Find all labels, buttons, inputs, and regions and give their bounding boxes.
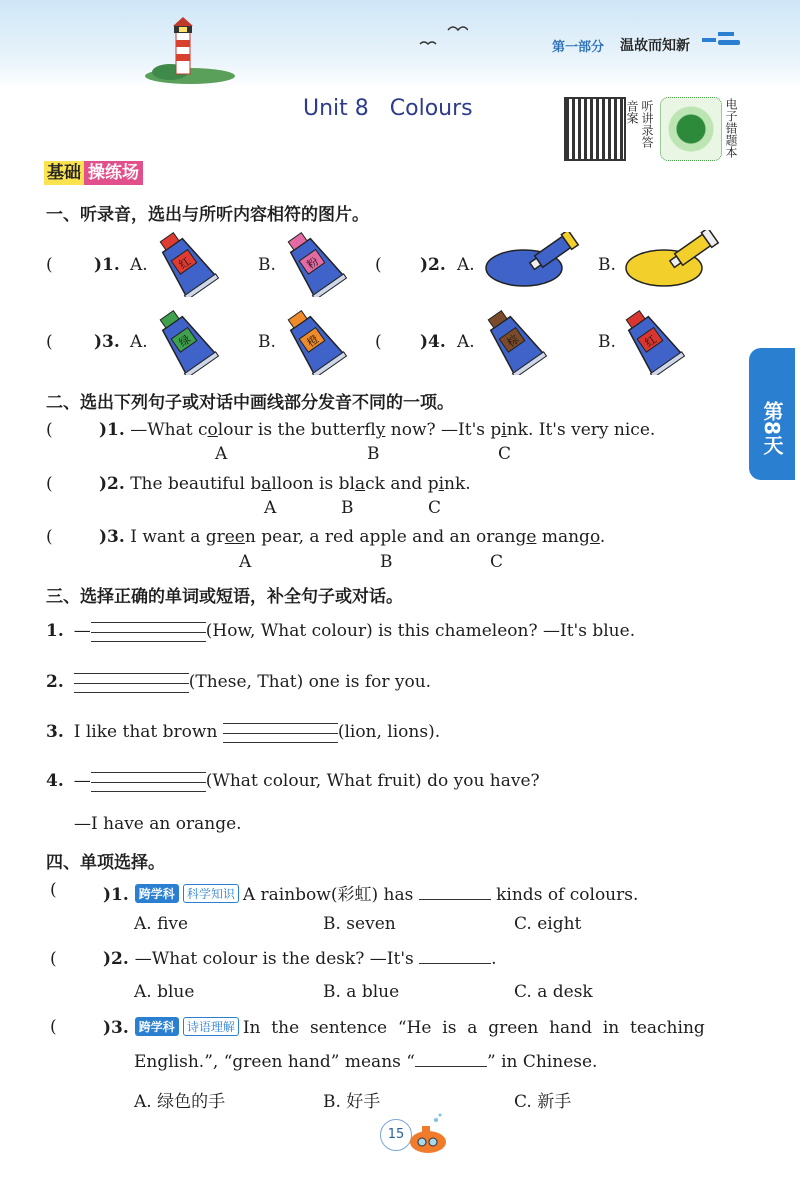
s4-q3-blank[interactable]: [415, 1052, 487, 1067]
s2-q2-t1: The beautiful b: [130, 474, 262, 494]
s4-q3-tag: 跨学科: [135, 1017, 179, 1036]
paint-tube-3-b-image: [283, 305, 351, 375]
s4-q2-post: .: [491, 949, 497, 969]
paint-tube-1-a-image: [155, 227, 223, 297]
s4-q2-num: )2.: [103, 949, 129, 969]
s3-q4-post: (What colour, What fruit) do you have?: [205, 771, 540, 791]
s3-q1-blank[interactable]: [91, 622, 206, 642]
s2-q2-u1: a: [261, 474, 272, 494]
s3-q4: [46, 771, 540, 792]
s2-q1-u2: y: [375, 420, 386, 440]
page-title: Unit 8 Colours: [303, 96, 473, 121]
s3-q3: [46, 722, 440, 743]
s3-q1-num: 1.: [46, 621, 64, 641]
s2-q1-t4: nk. It's very nice.: [506, 420, 656, 440]
s2-q1-num: )1.: [99, 420, 125, 440]
birds-icon: [418, 22, 468, 52]
s2-q2-u2: a: [354, 474, 366, 494]
s3-q1-post: (How, What colour) is this chameleon? —It's blue.: [205, 621, 636, 641]
paint-tube-3-a-image: [155, 305, 223, 375]
s4-q3-tag2: 诗语理解: [183, 1017, 239, 1036]
s1-q1-a: A.: [130, 255, 148, 275]
s2-q3-paren: (: [46, 527, 53, 547]
s4-q2-option-a[interactable]: A. blue: [134, 982, 195, 1002]
s3-q3-pre: I like that brown: [73, 722, 223, 742]
s4-q1-tag2: 科学知识: [183, 884, 239, 903]
s2-q2-t2: lloon is bl: [271, 474, 355, 494]
s3-q3-num: 3.: [46, 722, 64, 742]
s2-q3-u3: o: [589, 527, 600, 547]
s2-q3-num: )3.: [99, 527, 125, 547]
s2-q2-num: )2.: [99, 474, 125, 494]
s2-q1-u1: o: [207, 420, 218, 440]
header-section: 温故而知新: [620, 38, 690, 54]
header-mark-icon: [702, 28, 742, 52]
s2-q2-label-c: C: [428, 498, 442, 518]
s2-q1-t2: lour is the butterfl: [217, 420, 376, 440]
s2-q3-label-c: C: [490, 552, 504, 572]
s1-q1-num: )1.: [94, 255, 120, 275]
s4-q2-option-b[interactable]: B. a blue: [323, 982, 400, 1002]
s1-q3-a: A.: [130, 332, 148, 352]
s2-q2-paren: (: [46, 474, 53, 494]
paint-tube-1-b-image: [283, 227, 351, 297]
s4-q2-blank[interactable]: [419, 949, 491, 964]
s2-q2-line: [99, 474, 471, 494]
s3-q2-blank[interactable]: [74, 673, 189, 693]
badge-basic: 基础: [44, 161, 84, 185]
s3-q2-post: (These, That) one is for you.: [188, 672, 432, 692]
s2-q3-t4: .: [599, 527, 606, 547]
qr-listen-label: 听讲录答音案: [625, 100, 654, 148]
s4-q3-line2a: English.”, “green hand” means “: [134, 1052, 415, 1072]
s2-q2-u3: i: [438, 474, 445, 494]
s2-q1-t3: now? —It's p: [385, 420, 502, 440]
s2-q3-t1: I want a gr: [130, 527, 225, 547]
section-badge: [44, 158, 143, 184]
s3-q1-pre: —: [73, 621, 91, 641]
s4-q2: [103, 949, 497, 969]
s2-q2-t3: ck and p: [365, 474, 439, 494]
s3-q2: [46, 672, 431, 693]
s4-q3-line1: In the sentence “He is a green hand in teaching: [242, 1018, 705, 1038]
s3-q4-num: 4.: [46, 771, 64, 791]
s2-q3-label-b: B: [380, 552, 393, 572]
s1-q2-num: )2.: [420, 255, 446, 275]
s1-q4-b: B.: [598, 332, 616, 352]
paint-tube-4-a-image: [483, 305, 551, 375]
s4-q1-pre: A rainbow(彩虹) has: [242, 885, 419, 905]
s1-q2-paren: (: [375, 255, 382, 275]
s4-q3: [103, 1017, 705, 1038]
lighthouse-illustration: [140, 14, 240, 84]
paint-tube-label: 红: [176, 254, 194, 272]
section-4-title: 四、单项选择。: [46, 853, 165, 873]
s4-q1-blank[interactable]: [419, 885, 491, 900]
s1-q4-num: )4.: [420, 332, 446, 352]
s2-q1-label-a: A: [215, 444, 228, 464]
s3-q4-answer: —I have an orange.: [74, 814, 242, 834]
qr-wrongbook-label: 电子错题本: [724, 98, 738, 158]
s1-q4-a: A.: [457, 332, 475, 352]
s4-q3-line2b: ” in Chinese.: [486, 1052, 598, 1072]
s4-q3-paren: (: [50, 1017, 57, 1037]
badge-drill: 操练场: [84, 161, 143, 185]
submarine-icon: [406, 1112, 452, 1156]
s4-q3-option-b[interactable]: B. 好手: [323, 1092, 381, 1112]
s2-q1-line: [99, 420, 655, 440]
s2-q2-label-a: A: [264, 498, 277, 518]
page-number: 15: [380, 1119, 412, 1151]
s2-q1-u3: i: [501, 420, 507, 440]
blue-paint-splat-image: [484, 232, 584, 290]
s1-q3-paren: (: [46, 332, 53, 352]
qr-code-listen[interactable]: [564, 97, 626, 161]
s4-q1-paren: (: [50, 880, 57, 900]
s3-q4-pre: —: [73, 771, 91, 791]
s4-q3-option-a[interactable]: A. 绿色的手: [134, 1092, 226, 1112]
s2-q2-t4: nk.: [444, 474, 471, 494]
s4-q1-num: )1.: [103, 885, 129, 905]
s1-q4-paren: (: [375, 332, 382, 352]
s4-q3-line2: [134, 1052, 597, 1072]
paint-tube-label: 粉: [304, 254, 322, 272]
s3-q1: [46, 621, 635, 642]
paint-tube-4-b-image: [621, 305, 689, 375]
paint-tube-label: 棕: [504, 332, 522, 350]
s4-q1-option-b[interactable]: B. seven: [323, 914, 396, 934]
s2-q2-label-b: B: [341, 498, 354, 518]
s1-q3-b: B.: [258, 332, 276, 352]
qr-code-wrongbook[interactable]: [660, 97, 722, 161]
s4-q1-option-a[interactable]: A. five: [134, 914, 189, 934]
s4-q1-option-c[interactable]: C. eight: [514, 914, 582, 934]
s2-q3-u1: ee: [224, 527, 245, 547]
s2-q1-t1: —What c: [130, 420, 208, 440]
section-1-title: 一、听录音，选出与所听内容相符的图片。: [46, 205, 369, 225]
s2-q3-u2: e: [526, 527, 537, 547]
s2-q3-line: [99, 527, 605, 547]
day-side-tab[interactable]: 第8天: [749, 348, 795, 480]
section-2-title: 二、选出下列句子或对话中画线部分发音不同的一项。: [46, 393, 454, 413]
s2-q1-label-b: B: [367, 444, 380, 464]
s3-q3-post: (lion, lions).: [337, 722, 441, 742]
paint-tube-label: 橙: [304, 332, 322, 350]
section-3-title: 三、选择正确的单词或短语，补全句子或对话。: [46, 587, 403, 607]
s4-q1-post: kinds of colours.: [490, 885, 639, 905]
s2-q3-label-a: A: [239, 552, 252, 572]
s1-q1-paren: (: [46, 255, 53, 275]
s3-q2-num: 2.: [46, 672, 64, 692]
paint-tube-label: 红: [642, 332, 660, 350]
s4-q2-paren: (: [50, 949, 57, 969]
s4-q3-option-c[interactable]: C. 新手: [514, 1092, 572, 1112]
header-part: 第一部分: [552, 40, 605, 55]
s3-q3-blank[interactable]: [223, 723, 338, 743]
s4-q2-option-c[interactable]: C. a desk: [514, 982, 593, 1002]
s3-q4-blank[interactable]: [91, 772, 206, 792]
s4-q3-num: )3.: [103, 1018, 129, 1038]
s1-q2-b: B.: [598, 255, 616, 275]
s2-q3-t3: mang: [536, 527, 590, 547]
s4-q1-tag: 跨学科: [135, 884, 179, 903]
s2-q1-paren: (: [46, 420, 53, 440]
s2-q3-t2: n pear, a red apple and an orang: [244, 527, 527, 547]
s1-q1-b: B.: [258, 255, 276, 275]
s2-q1-label-c: C: [498, 444, 512, 464]
s1-q2-a: A.: [457, 255, 475, 275]
s4-q1: [103, 880, 638, 905]
paint-tube-label: 绿: [176, 332, 194, 350]
s4-q2-pre: —What colour is the desk? —It's: [134, 949, 420, 969]
yellow-paint-splat-image: [624, 230, 724, 290]
s1-q3-num: )3.: [94, 332, 120, 352]
